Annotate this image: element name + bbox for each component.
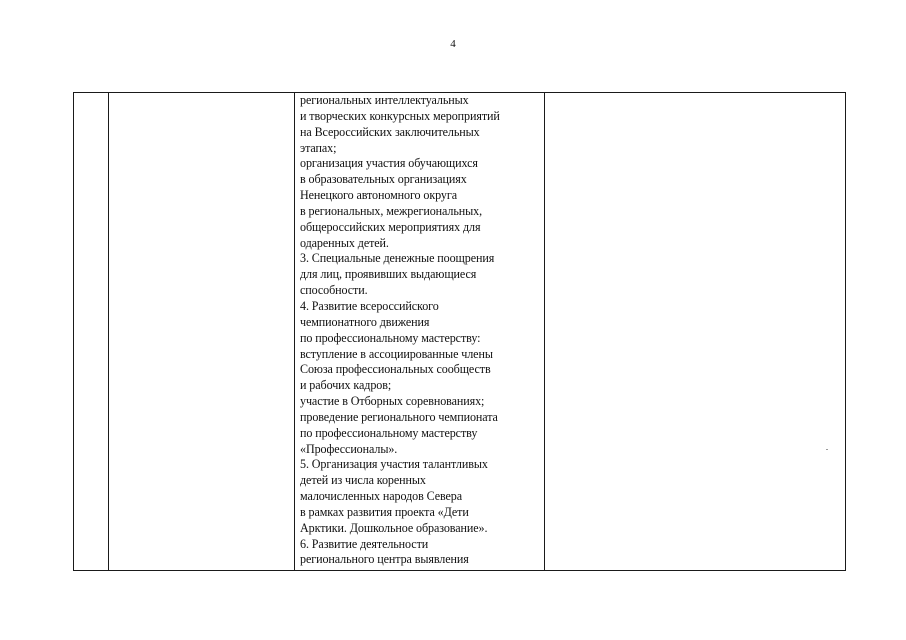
page-number: 4 [450, 38, 456, 50]
cell-text-line: регионального центра выявления [300, 552, 469, 567]
cell-text-line: малочисленных народов Севера [300, 489, 463, 504]
cell-text-line: 6. Развитие деятельности [300, 536, 429, 551]
cell-text-line: и творческих конкурсных мероприятий [300, 108, 500, 123]
table-column-divider [108, 93, 109, 570]
cell-text-line: на Всероссийских заключительных [300, 124, 480, 139]
cell-text-line: в региональных, межрегиональных, [300, 203, 483, 218]
cell-text-line: региональных интеллектуальных [300, 93, 469, 107]
cell-text-line: 5. Организация участия талантливых [300, 457, 488, 472]
cell-text-line: способности. [300, 283, 368, 298]
cell-text-line: детей из числа коренных [300, 473, 426, 488]
cell-text-line: Арктики. Дошкольное образование». [300, 520, 488, 535]
document-table [73, 92, 846, 571]
cell-text-line: участие в Отборных соревнованиях; [300, 394, 485, 409]
cell-text-line: этапах; [300, 140, 337, 155]
cell-text-line: в образовательных организациях [300, 172, 467, 187]
cell-text-line: по профессиональному мастерству [300, 425, 478, 440]
cell-text-line: Союза профессиональных сообществ [300, 362, 491, 377]
cell-text-line: чемпионатного движения [300, 314, 430, 329]
cell-text-line: одаренных детей. [300, 235, 389, 250]
table-column-divider [544, 93, 545, 570]
cell-text-line: Ненецкого автономного округа [300, 188, 457, 203]
cell-text-line: проведение регионального чемпионата [300, 409, 498, 424]
cell-text-line: для лиц, проявивших выдающиеся [300, 267, 477, 282]
cell-text-line: общероссийских мероприятиях для [300, 219, 481, 234]
table-column-divider [294, 93, 295, 570]
cell-text-line: 3. Специальные денежные поощрения [300, 251, 495, 266]
cell-text-line: вступление в ассоциированные члены [300, 346, 493, 361]
cell-text-line: и рабочих кадров; [300, 378, 392, 393]
cell-text-line: 4. Развитие всероссийского [300, 298, 439, 313]
cell-text-line: по профессиональному мастерству: [300, 330, 481, 345]
cell-text-line: в рамках развития проекта «Дети [300, 504, 469, 519]
scan-speck [826, 449, 828, 450]
table-cell-measures [300, 93, 544, 568]
cell-text-line: организация участия обучающихся [300, 156, 478, 171]
cell-text-line: «Профессионалы». [300, 441, 398, 456]
